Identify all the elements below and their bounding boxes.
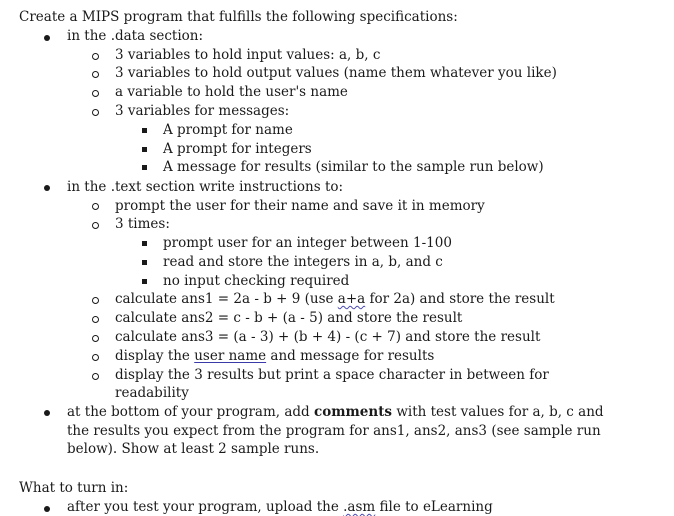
- message-item: A message for results (similar to the sample run below): [163, 159, 544, 175]
- turn-in-item: after you test your program, upload the .asm file to eLearning: [67, 499, 493, 515]
- bullet-disc: [44, 35, 50, 41]
- bullet-square: [142, 128, 147, 133]
- grammar-underline: user name: [194, 348, 267, 364]
- calc-item: calculate ans2 = c - b + (a - 5) and store the result: [115, 310, 463, 326]
- bullet-circle: [92, 90, 99, 97]
- bullet-square: [142, 147, 147, 152]
- display-item: display the 3 results but print a space character in between for: [115, 367, 549, 383]
- intro-text: Create a MIPS program that fulfills the following specifications:: [19, 9, 458, 25]
- bullet-circle: [92, 203, 99, 210]
- bullet-circle: [92, 71, 99, 78]
- bullet-circle: [92, 335, 99, 342]
- text-section-label: in the .text section write instructions to:: [67, 179, 344, 195]
- bullet-square: [142, 260, 147, 265]
- bullet-circle: [92, 354, 99, 361]
- loop-item: no input checking required: [163, 273, 350, 289]
- bullet-circle: [92, 109, 99, 116]
- bullet-square: [142, 241, 147, 246]
- bottom-item-continued: the results you expect from the program for ans1, ans2, ans3 (see sample run: [67, 423, 601, 439]
- message-item: A prompt for integers: [163, 141, 312, 157]
- bullet-square: [142, 279, 147, 284]
- bullet-circle: [92, 297, 99, 304]
- bottom-item-continued: below). Show at least 2 sample runs.: [67, 441, 320, 457]
- calc-item: calculate ans3 = (a - 3) + (b + 4) - (c + 7) and store the result: [115, 329, 541, 345]
- bullet-disc: [44, 185, 50, 191]
- bullet-circle: [92, 222, 99, 229]
- bullet-square: [142, 165, 147, 170]
- spellcheck-squiggle: .asm: [343, 499, 376, 515]
- bullet-disc: [44, 410, 50, 416]
- data-item: 3 variables to hold input values: a, b, c: [115, 47, 381, 63]
- display-item: display the user name and message for results: [115, 348, 435, 364]
- bullet-circle: [92, 316, 99, 323]
- bullet-disc: [44, 506, 50, 512]
- bullet-circle: [92, 53, 99, 60]
- data-item: 3 variables for messages:: [115, 103, 290, 119]
- calc-item: calculate ans1 = 2a - b + 9 (use a+a for 2a) and store the result: [115, 291, 555, 307]
- text-item: prompt the user for their name and save it in memory: [115, 198, 485, 214]
- data-section-label: in the .data section:: [67, 28, 204, 44]
- spellcheck-squiggle: a+a: [337, 291, 366, 307]
- loop-item: read and store the integers in a, b, and c: [163, 254, 443, 270]
- turn-in-heading: What to turn in:: [19, 480, 129, 496]
- data-item: 3 variables to hold output values (name them whatever you like): [115, 65, 557, 81]
- bullet-circle: [92, 373, 99, 380]
- bottom-item: at the bottom of your program, add comments with test values for a, b, c and: [67, 404, 604, 420]
- message-item: A prompt for name: [163, 122, 293, 138]
- data-item: a variable to hold the user's name: [115, 84, 348, 100]
- display-item-continued: readability: [115, 385, 189, 401]
- text-item: 3 times:: [115, 216, 170, 232]
- loop-item: prompt user for an integer between 1-100: [163, 235, 452, 251]
